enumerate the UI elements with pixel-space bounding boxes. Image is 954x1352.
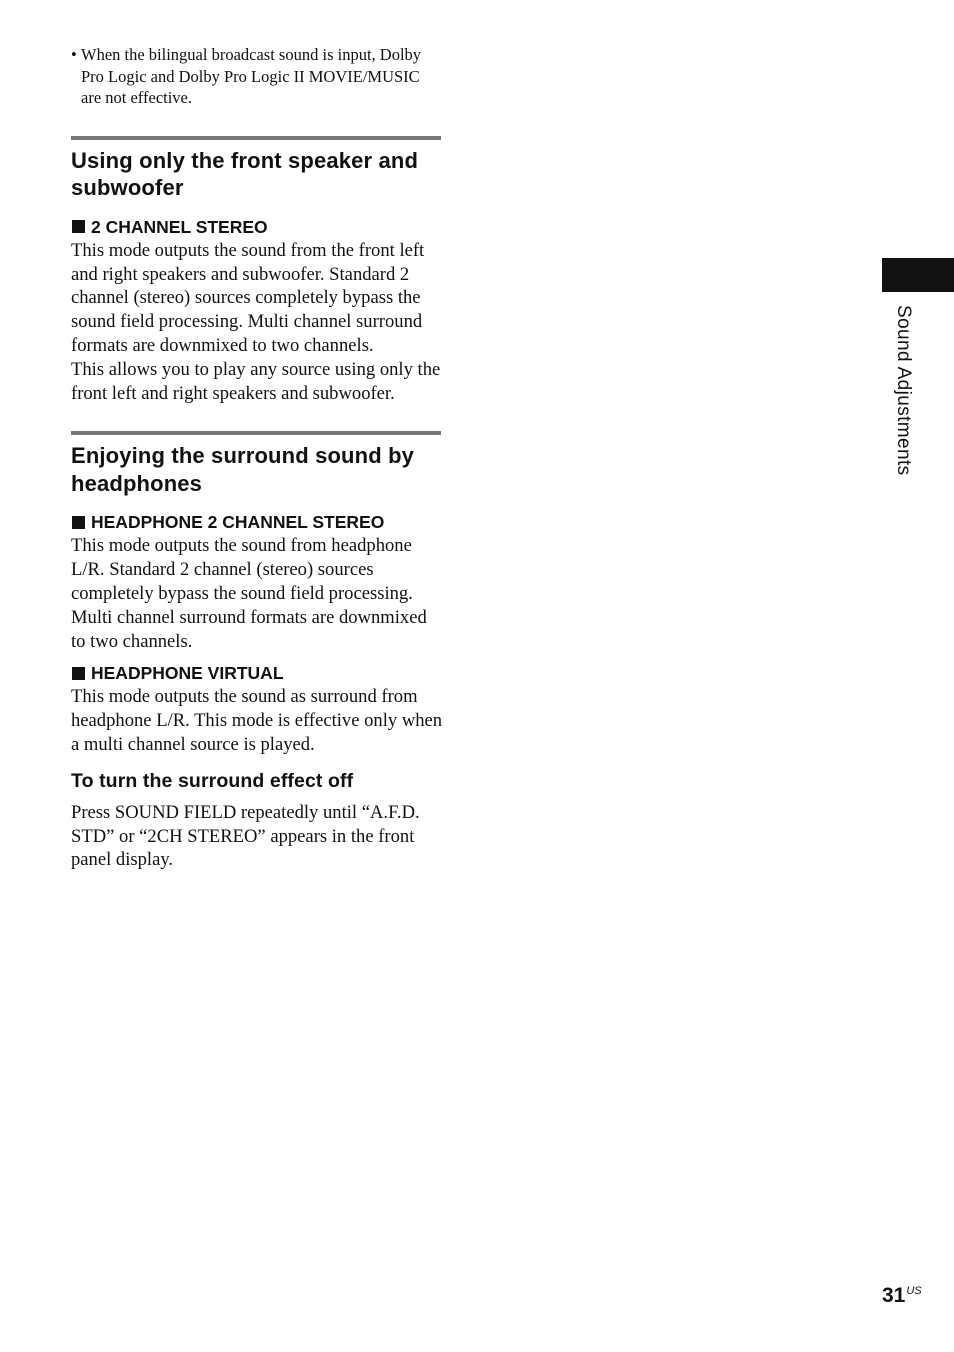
note-text: When the bilingual broadcast sound is input, Dolby Pro Logic and Dolby Pro Logic II MOVIE/MUSIC are not effective. [81,45,422,108]
subheading-label: HEADPHONE 2 CHANNEL STEREO [91,512,385,533]
section-divider [71,136,441,140]
subheading-2-channel-stereo [71,216,443,238]
page-number-suffix: US [906,1285,922,1297]
paragraph: Press SOUND FIELD repeatedly until “A.F.D. STD” or “2CH STEREO” appears in the front panel display. [71,801,420,871]
paragraph: This mode outputs the sound from the front left and right speakers and subwoofer. Standard 2 channel (stereo) sources completely bypass the sound field processing. Multi channel surround formats are downmixed to two channels. [71,239,425,356]
section-divider [71,431,441,435]
paragraph: This allows you to play any source using only the front left and right speakers and subwoofer. [71,358,441,404]
subsection-title-surround-off: To turn the surround effect off [71,769,354,792]
page-number [882,1284,922,1308]
subheading-label: HEADPHONE VIRTUAL [91,663,284,684]
square-bullet-icon [72,516,85,529]
subheading-headphone-2-channel-stereo [71,511,443,533]
page-number-value: 31 [882,1284,906,1307]
paragraph: This mode outputs the sound as surround from headphone L/R. This mode is effective only when a multi channel source is played. [71,686,443,755]
main-column [71,44,443,872]
section-title-front-speaker: Using only the front speaker and subwoofer [71,147,419,201]
square-bullet-icon [72,220,85,233]
paragraph: This mode outputs the sound from headphone L/R. Standard 2 channel (stereo) sources completely bypass the sound field processing. Multi channel surround formats are downmixed to two channels. [71,535,427,652]
side-tab-label: Sound Adjustments [893,305,914,476]
section-title-headphones: Enjoying the surround sound by headphones [71,443,415,496]
bullet-icon: • [71,45,77,64]
square-bullet-icon [72,667,85,680]
bullet-note [71,44,443,109]
subheading-headphone-virtual [71,662,443,684]
section-tab-marker [882,258,954,292]
subheading-label: 2 CHANNEL STEREO [91,216,268,237]
